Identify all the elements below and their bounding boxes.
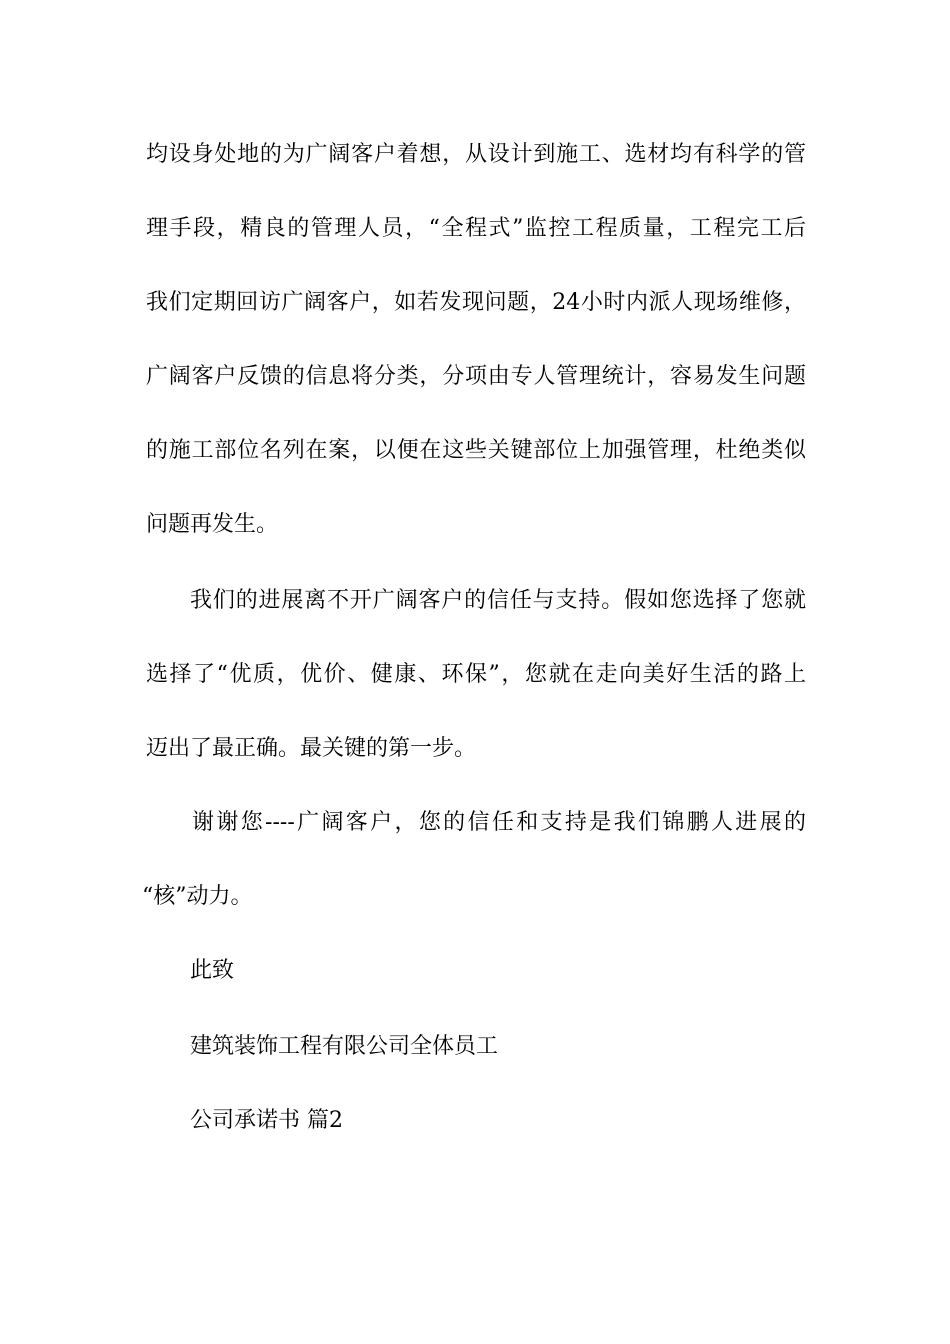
paragraph-line-1: 均设身处地的为广阔客户着想，从设计到施工、选材均有科学的管 xyxy=(146,142,806,167)
paragraph-line-6: 问题再发生。 xyxy=(146,512,279,537)
signature: 建筑装饰工程有限公司全体员工 xyxy=(190,1034,499,1059)
paragraph-line-9: 迈出了最正确。最关键的第一步。 xyxy=(146,736,477,761)
paragraph-line-11: “核”动力。 xyxy=(142,884,253,909)
paragraph-line-7: 我们的进展离不开广阔客户的信任与支持。假如您选择了您就 xyxy=(190,588,806,613)
paragraph-line-5: 的施工部位名列在案，以便在这些关键部位上加强管理，杜绝类似 xyxy=(146,438,806,463)
section-heading: 公司承诺书 篇2 xyxy=(190,1108,343,1133)
paragraph-line-3: 我们定期回访广阔客户，如若发现问题，24小时内派人现场维修， xyxy=(146,290,806,315)
paragraph-line-2: 理手段，精良的管理人员，“全程式”监控工程质量，工程完工后 xyxy=(146,216,806,241)
paragraph-line-4: 广阔客户反馈的信息将分类，分项由专人管理统计，容易发生问题 xyxy=(146,364,806,389)
paragraph-line-8: 选择了“优质，优价、健康、环保”，您就在走向美好生活的路上 xyxy=(146,662,806,687)
paragraph-line-10: 谢谢您----广阔客户，您的信任和支持是我们锦鹏人进展的 xyxy=(192,810,806,835)
salutation: 此致 xyxy=(190,958,235,983)
